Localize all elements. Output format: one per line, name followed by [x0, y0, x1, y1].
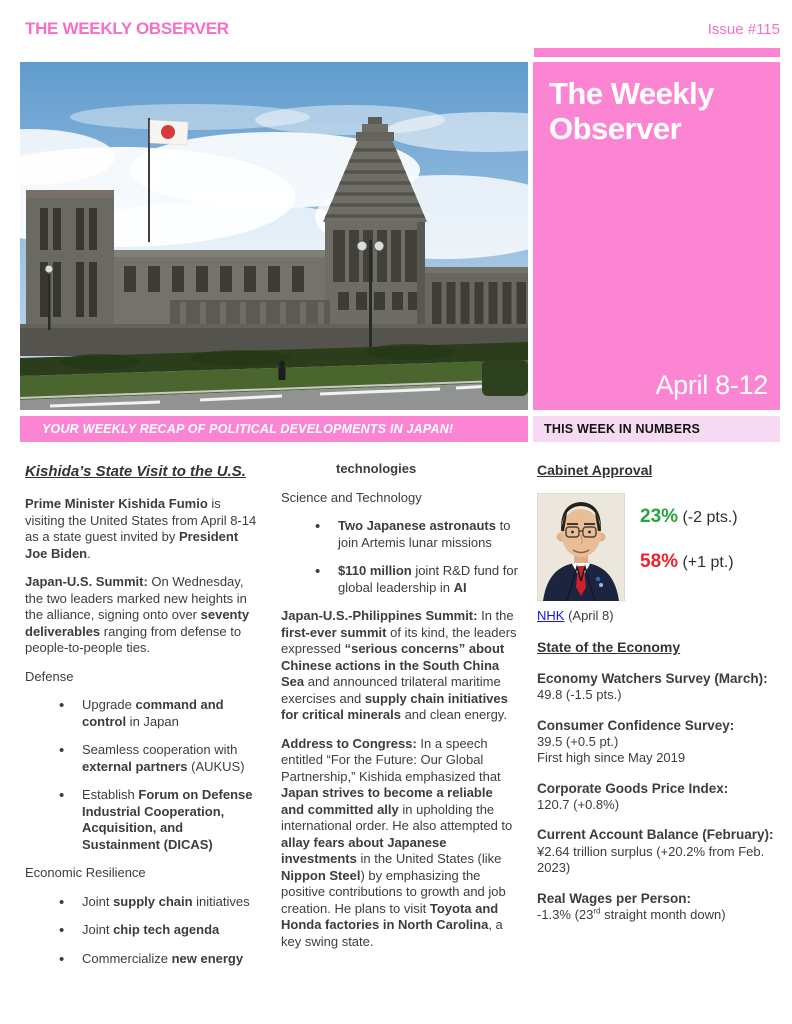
issue-number: Issue #115: [707, 21, 780, 38]
numbers-band: [533, 416, 780, 442]
cabinet-approval-heading: Cabinet Approval: [537, 462, 653, 478]
diet-building-illustration: [20, 62, 528, 410]
kishida-portrait-illustration: [537, 493, 625, 601]
stat-block: [537, 890, 780, 924]
masthead-date: April 8-12: [655, 370, 768, 400]
nhk-link[interactable]: NHK: [537, 607, 565, 623]
article-paragraph: Japan-U.S.-Philippines Summit: In the first-ever summit of its kind, the leaders expressed “serious concerns” about Chinese actions in the South China Sea and announced trilateral maritime exercises and supply chain initiatives for critical minerals and clean energy.: [281, 608, 517, 722]
disapproval-value: 58%: [640, 550, 679, 572]
stat-label: Real Wages per Person:: [537, 890, 692, 906]
stat-block: [537, 717, 780, 767]
list-item: • Upgrade command and control in Japan: [58, 697, 263, 730]
stat-label: Consumer Confidence Survey:: [537, 717, 735, 733]
numbers-sidebar: [537, 459, 780, 936]
defense-bullet-list: [58, 697, 263, 853]
section-label-defense: Defense: [25, 668, 74, 684]
list-item: • Joint chip tech agenda: [58, 922, 263, 939]
stat-block: [537, 780, 780, 814]
stat-label: Economy Watchers Survey (March):: [537, 671, 768, 687]
economy-heading: State of the Economy: [537, 639, 681, 656]
list-item: • Commercialize new energy: [58, 951, 263, 968]
stat-value: 49.8 (-1.5 pts.): [537, 687, 622, 703]
tagline-banner: [20, 416, 528, 442]
list-item: • Two Japanese astronauts to join Artemis lunar missions: [314, 518, 519, 551]
approval-source: [537, 608, 780, 625]
source-date: (April 8): [564, 607, 614, 623]
approval-value: 23%: [640, 505, 679, 527]
list-item: • Seamless cooperation with external partners (AUKUS): [58, 742, 263, 775]
article-paragraph: Address to Congress: In a speech entitled “For the Future: Our Global Partnership,” Kishida emphasized that Japan strives to become a reliable and committed ally in upholding the international order. He also attempted to allay fears about Japanese investments in the United States (like Nippon Steel) by emphasizing the positive contributions to growth and job creation. He plans to visit Toyota and Honda factories in North Carolina, a key swing state.: [281, 735, 513, 949]
masthead: [533, 62, 780, 410]
stat-value: 120.7 (+0.8%): [537, 796, 620, 812]
approval-figures: [625, 493, 738, 601]
masthead-title: The Weekly Observer: [549, 76, 715, 146]
stat-label: Current Account Balance (February):: [537, 827, 774, 843]
section-label-science-technology: Science and Technology: [281, 489, 422, 505]
article-column-1: [25, 459, 263, 979]
section-label-economic-resilience: Economic Resilience: [25, 865, 146, 881]
pedestrian: [279, 361, 286, 380]
stat-value: 39.5 (+0.5 pt.): [537, 733, 619, 749]
disapproval-change: (+1 pt.): [678, 553, 734, 571]
stat-value: ¥2.64 trillion surplus (+20.2% from Feb. 2023): [537, 843, 765, 876]
diet-building-photo: [20, 62, 528, 410]
list-item: • Establish Forum on Defense Industrial Cooperation, Acquisition, and Sustainment (DICAS): [58, 787, 263, 853]
approval-change: (-2 pts.): [678, 508, 738, 526]
stat-block: [537, 826, 780, 876]
kishida-portrait: [537, 493, 625, 601]
stat-note: First high since May 2019: [537, 750, 686, 766]
stat-value: -1.3% (23rd straight month down): [537, 906, 726, 922]
newsletter-brand: THE WEEKLY OBSERVER: [25, 19, 229, 38]
article-heading: Kishida’s State Visit to the U.S.: [25, 463, 246, 480]
cabinet-approval-row: [537, 493, 780, 601]
bullet-continuation: technologies: [336, 461, 417, 476]
approval-rating: [640, 505, 738, 529]
list-item: • $110 million joint R&D fund for global leadership in AI: [314, 563, 519, 596]
stat-block: [537, 670, 780, 704]
pink-rule: [534, 48, 780, 57]
list-item: • Joint supply chain initiatives: [58, 894, 263, 911]
stat-label: Corporate Goods Price Index:: [537, 780, 729, 796]
article-column-2: [281, 459, 519, 962]
disapproval-rating: [640, 550, 738, 574]
scitech-bullet-list: [314, 518, 519, 596]
article-paragraph: Prime Minister Kishida Fumio is visiting the United States from April 8-14 as a state guest invited by President Joe Biden.: [25, 496, 257, 561]
numbers-band-label: THIS WEEK IN NUMBERS: [544, 422, 701, 436]
article-paragraph: Japan-U.S. Summit: On Wednesday, the two leaders marked new heights in the alliance, signing onto over seventy deliverables ranging from defense to people-to-people ties.: [25, 574, 250, 656]
tagline-text: YOUR WEEKLY RECAP OF POLITICAL DEVELOPMENTS IN JAPAN!: [42, 422, 454, 436]
economic-bullet-list: [58, 894, 263, 968]
